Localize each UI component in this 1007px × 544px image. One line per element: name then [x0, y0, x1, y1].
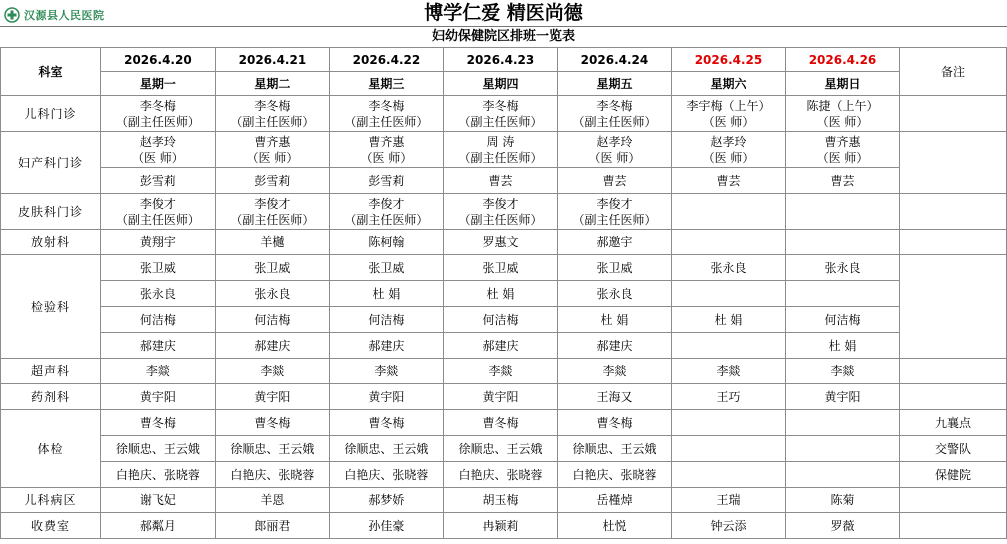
shift-cell	[557, 96, 671, 132]
doctor-title: （副主任医师）	[458, 212, 543, 227]
shift-cell: 曹芸	[785, 168, 899, 194]
schedule-row	[1, 307, 1007, 333]
date-header: 2026.4.21	[215, 48, 329, 72]
shift-cell: 李燚	[100, 359, 215, 384]
shift-cell: 何洁梅	[100, 307, 215, 333]
shift-cell: 罗惠文	[443, 230, 557, 255]
shift-cell: 张永良	[785, 255, 899, 281]
schedule-table	[0, 47, 1007, 539]
shift-cell	[100, 194, 215, 230]
doctor-title: （医 师）	[588, 150, 641, 165]
shift-cell	[785, 462, 899, 488]
shift-cell: 羊樾	[215, 230, 329, 255]
shift-cell	[329, 132, 443, 168]
note-cell	[900, 384, 1007, 410]
shift-cell	[785, 281, 899, 307]
note-cell: 九襄点	[900, 410, 1007, 436]
schedule-row	[1, 410, 1007, 436]
shift-cell: 黄宇阳	[329, 384, 443, 410]
shift-cell: 杜 娟	[557, 307, 671, 333]
shift-cell: 张卫威	[100, 255, 215, 281]
shift-cell: 曹冬梅	[100, 410, 215, 436]
doctor-title: （副主任医师）	[344, 212, 429, 227]
shift-cell	[215, 96, 329, 132]
doctor-title: （副主任医师）	[230, 114, 315, 129]
shift-cell	[785, 132, 899, 168]
shift-cell: 罗薇	[785, 513, 899, 539]
note-cell	[900, 132, 1007, 194]
shift-cell: 何洁梅	[785, 307, 899, 333]
shift-cell	[215, 132, 329, 168]
doctor-title: （副主任医师）	[458, 150, 543, 165]
shift-cell	[785, 436, 899, 462]
department-name: 超声科	[1, 359, 101, 384]
column-header-notes: 备注	[900, 48, 1007, 96]
shift-cell: 何洁梅	[215, 307, 329, 333]
shift-cell: 岳槿焯	[557, 488, 671, 513]
shift-cell: 李燚	[443, 359, 557, 384]
schedule-row	[1, 230, 1007, 255]
shift-cell: 李燚	[215, 359, 329, 384]
note-cell	[900, 488, 1007, 513]
weekday-header: 星期一	[100, 72, 215, 96]
note-cell	[900, 513, 1007, 539]
shift-cell: 胡玉梅	[443, 488, 557, 513]
doctor-name: 李俊才	[482, 196, 519, 211]
doctor-name: 李俊才	[368, 196, 405, 211]
doctor-title: （医 师）	[702, 150, 755, 165]
note-cell	[900, 194, 1007, 230]
page-subtitle: 妇幼保健院区排班一览表	[431, 29, 575, 44]
shift-cell	[671, 281, 785, 307]
shift-cell: 白艳庆、张晓蓉	[443, 462, 557, 488]
shift-cell: 羊恩	[215, 488, 329, 513]
shift-cell: 张永良	[100, 281, 215, 307]
department-name: 儿科病区	[1, 488, 101, 513]
doctor-name: 李冬梅	[254, 98, 291, 113]
shift-cell: 何洁梅	[329, 307, 443, 333]
doctor-title: （医 师）	[131, 150, 184, 165]
date-header-weekend: 2026.4.25	[671, 48, 785, 72]
shift-cell: 白艳庆、张晓蓉	[329, 462, 443, 488]
department-name: 放射科	[1, 230, 101, 255]
schedule-row	[1, 513, 1007, 539]
shift-cell: 彭雪莉	[215, 168, 329, 194]
doctor-name: 赵孝玲	[139, 134, 176, 149]
shift-cell	[671, 96, 785, 132]
date-header: 2026.4.22	[329, 48, 443, 72]
doctor-name: 赵孝玲	[710, 134, 747, 149]
schedule-row	[1, 168, 1007, 194]
shift-cell	[671, 194, 785, 230]
shift-cell: 郝建庆	[100, 333, 215, 359]
doctor-name: 曹齐惠	[254, 134, 291, 149]
doctor-name: 曹齐惠	[824, 134, 861, 149]
doctor-name: 李冬梅	[596, 98, 633, 113]
shift-cell: 郎丽君	[215, 513, 329, 539]
shift-cell	[671, 230, 785, 255]
schedule-row	[1, 436, 1007, 462]
column-header-department: 科室	[1, 48, 101, 96]
department-name: 体检	[1, 410, 101, 488]
doctor-name: 赵孝玲	[596, 134, 633, 149]
shift-cell: 李燚	[671, 359, 785, 384]
schedule-row	[1, 462, 1007, 488]
weekday-header: 星期三	[329, 72, 443, 96]
shift-cell: 陈柯翰	[329, 230, 443, 255]
shift-cell: 曹芸	[671, 168, 785, 194]
weekday-header: 星期日	[785, 72, 899, 96]
shift-cell: 杜 娟	[329, 281, 443, 307]
doctor-name: 陈捷（上午）	[806, 98, 879, 113]
shift-cell: 王巧	[671, 384, 785, 410]
note-cell	[900, 230, 1007, 255]
date-header: 2026.4.24	[557, 48, 671, 72]
shift-cell: 郝建庆	[215, 333, 329, 359]
shift-cell: 黄宇阳	[443, 384, 557, 410]
shift-cell: 郝建庆	[443, 333, 557, 359]
shift-cell: 杜 娟	[671, 307, 785, 333]
shift-cell: 徐顺忠、王云娥	[215, 436, 329, 462]
schedule-row	[1, 132, 1007, 168]
shift-cell	[671, 410, 785, 436]
shift-cell: 张卫威	[557, 255, 671, 281]
shift-cell	[329, 194, 443, 230]
shift-cell: 冉颖莉	[443, 513, 557, 539]
shift-cell: 李燚	[329, 359, 443, 384]
shift-cell	[100, 132, 215, 168]
date-header: 2026.4.20	[100, 48, 215, 72]
shift-cell	[785, 194, 899, 230]
shift-cell: 曹芸	[557, 168, 671, 194]
note-cell	[900, 255, 1007, 359]
header-date-row	[1, 48, 1007, 72]
shift-cell: 曹冬梅	[215, 410, 329, 436]
department-name: 皮肤科门诊	[1, 194, 101, 230]
department-name: 儿科门诊	[1, 96, 101, 132]
shift-cell: 张卫威	[215, 255, 329, 281]
shift-cell	[443, 96, 557, 132]
shift-cell: 王海又	[557, 384, 671, 410]
note-cell: 保健院	[900, 462, 1007, 488]
shift-cell: 曹芸	[443, 168, 557, 194]
shift-cell: 李燚	[785, 359, 899, 384]
shift-cell: 张卫威	[443, 255, 557, 281]
shift-cell: 钟云添	[671, 513, 785, 539]
shift-cell: 徐顺忠、王云娥	[100, 436, 215, 462]
doctor-name: 李俊才	[139, 196, 176, 211]
doctor-name: 周 涛	[486, 134, 515, 149]
shift-cell: 何洁梅	[443, 307, 557, 333]
shift-cell: 白艳庆、张晓蓉	[100, 462, 215, 488]
shift-cell: 黄宇阳	[785, 384, 899, 410]
shift-cell	[785, 96, 899, 132]
weekday-header: 星期四	[443, 72, 557, 96]
shift-cell: 黄宇阳	[215, 384, 329, 410]
shift-cell: 黄翔宇	[100, 230, 215, 255]
schedule-row	[1, 333, 1007, 359]
shift-cell: 曹冬梅	[557, 410, 671, 436]
shift-cell: 孙佳豪	[329, 513, 443, 539]
doctor-title: （副主任医师）	[572, 212, 657, 227]
weekday-header: 星期六	[671, 72, 785, 96]
doctor-title: （医 师）	[702, 114, 755, 129]
doctor-title: （医 师）	[246, 150, 299, 165]
doctor-title: （副主任医师）	[344, 114, 429, 129]
department-name: 收费室	[1, 513, 101, 539]
shift-cell	[443, 194, 557, 230]
doctor-title: （副主任医师）	[115, 114, 200, 129]
shift-cell: 郝建庆	[329, 333, 443, 359]
shift-cell: 郝邀宇	[557, 230, 671, 255]
schedule-row	[1, 255, 1007, 281]
shift-cell	[215, 194, 329, 230]
shift-cell	[671, 333, 785, 359]
schedule-row	[1, 281, 1007, 307]
shift-cell: 张永良	[671, 255, 785, 281]
header-weekday-row	[1, 72, 1007, 96]
doctor-name: 李宇梅（上午）	[686, 98, 771, 113]
weekday-header: 星期五	[557, 72, 671, 96]
department-name: 检验科	[1, 255, 101, 359]
doctor-name: 曹齐惠	[368, 134, 405, 149]
doctor-name: 李俊才	[254, 196, 291, 211]
shift-cell: 郝建庆	[557, 333, 671, 359]
shift-cell	[100, 96, 215, 132]
schedule-row	[1, 359, 1007, 384]
shift-cell	[557, 132, 671, 168]
shift-cell: 曹冬梅	[443, 410, 557, 436]
shift-cell: 黄宇阳	[100, 384, 215, 410]
shift-cell	[329, 96, 443, 132]
shift-cell	[443, 132, 557, 168]
shift-cell: 彭雪莉	[100, 168, 215, 194]
shift-cell: 张卫威	[329, 255, 443, 281]
note-cell	[900, 359, 1007, 384]
shift-cell: 李燚	[557, 359, 671, 384]
shift-cell: 杜 娟	[443, 281, 557, 307]
note-cell: 交警队	[900, 436, 1007, 462]
shift-cell: 郝粼月	[100, 513, 215, 539]
shift-cell	[785, 410, 899, 436]
doctor-title: （副主任医师）	[230, 212, 315, 227]
shift-cell: 徐顺忠、王云娥	[443, 436, 557, 462]
doctor-title: （副主任医师）	[458, 114, 543, 129]
date-header: 2026.4.23	[443, 48, 557, 72]
shift-cell: 谢飞妃	[100, 488, 215, 513]
department-name: 妇产科门诊	[1, 132, 101, 194]
shift-cell: 张永良	[557, 281, 671, 307]
shift-cell: 杜悦	[557, 513, 671, 539]
shift-cell	[671, 462, 785, 488]
schedule-row	[1, 488, 1007, 513]
shift-cell: 曹冬梅	[329, 410, 443, 436]
doctor-name: 李冬梅	[482, 98, 519, 113]
shift-cell: 彭雪莉	[329, 168, 443, 194]
department-name: 药剂科	[1, 384, 101, 410]
weekday-header: 星期二	[215, 72, 329, 96]
shift-cell	[557, 194, 671, 230]
doctor-title: （医 师）	[816, 114, 869, 129]
doctor-name: 李冬梅	[139, 98, 176, 113]
shift-cell: 杜 娟	[785, 333, 899, 359]
shift-cell	[671, 132, 785, 168]
doctor-title: （副主任医师）	[572, 114, 657, 129]
schedule-row	[1, 194, 1007, 230]
shift-cell: 白艳庆、张晓蓉	[557, 462, 671, 488]
shift-cell: 郝梦娇	[329, 488, 443, 513]
shift-cell	[671, 436, 785, 462]
shift-cell: 陈菊	[785, 488, 899, 513]
doctor-title: （医 师）	[360, 150, 413, 165]
shift-cell: 白艳庆、张晓蓉	[215, 462, 329, 488]
doctor-title: （副主任医师）	[115, 212, 200, 227]
page-title: 博学仁爱 精医尚德	[424, 2, 583, 24]
shift-cell: 徐顺忠、王云娥	[557, 436, 671, 462]
doctor-name: 李冬梅	[368, 98, 405, 113]
shift-cell: 徐顺忠、王云娥	[329, 436, 443, 462]
doctor-name: 李俊才	[596, 196, 633, 211]
shift-cell: 王瑞	[671, 488, 785, 513]
shift-cell	[785, 230, 899, 255]
hospital-name: 汉源县人民医院	[24, 9, 105, 22]
note-cell	[900, 96, 1007, 132]
schedule-row	[1, 96, 1007, 132]
date-header-weekend: 2026.4.26	[785, 48, 899, 72]
doctor-title: （医 师）	[816, 150, 869, 165]
schedule-row	[1, 384, 1007, 410]
shift-cell: 张永良	[215, 281, 329, 307]
